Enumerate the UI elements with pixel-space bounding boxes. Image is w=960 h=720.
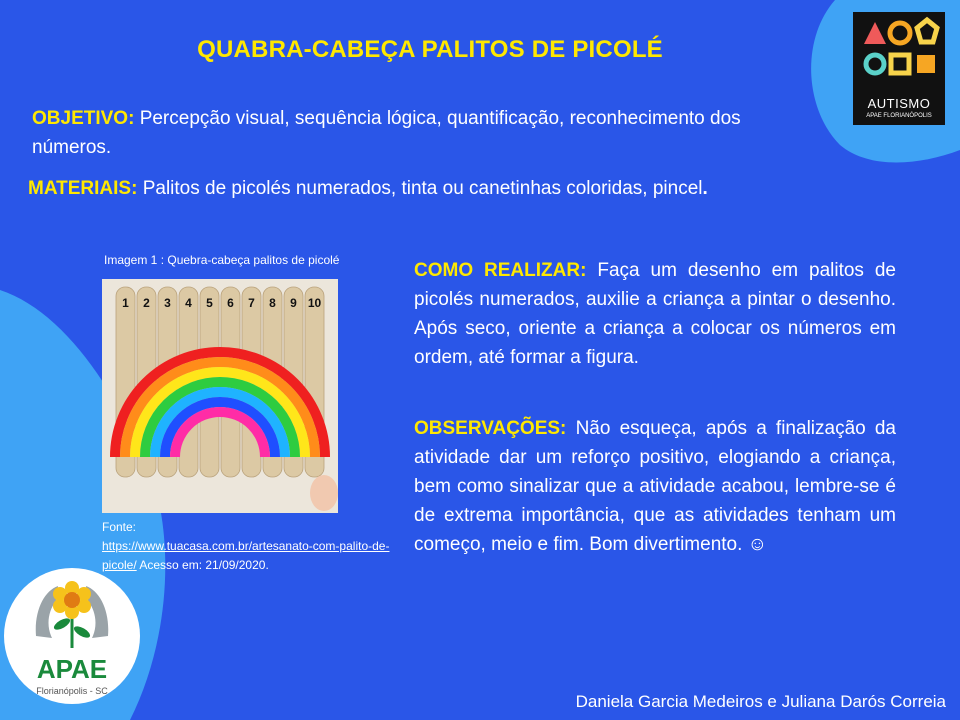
objective-text: Percepção visual, sequência lógica, quantificação, reconhecimento dos números. bbox=[32, 108, 741, 158]
stick-number: 1 bbox=[122, 296, 129, 310]
autism-logo bbox=[853, 12, 945, 125]
stick-number: 6 bbox=[227, 296, 234, 310]
rainbow-illustration bbox=[102, 279, 338, 513]
how-to-text: Faça um desenho em palitos de picolés numerados, auxilie a criança a pintar o desenho. Após seco, oriente a criança a colocar os números em ordem, até formar a figura. bbox=[414, 260, 896, 368]
materials-end: . bbox=[702, 178, 708, 199]
objective-paragraph bbox=[32, 104, 812, 162]
smiley-icon: ☺ bbox=[747, 534, 768, 555]
source-label: Fonte: bbox=[102, 520, 137, 534]
observations-label: OBSERVAÇÕES: bbox=[414, 418, 567, 439]
autism-logo-subtext: APAE FLORIANÓPOLIS bbox=[866, 113, 932, 119]
access-date: Acesso em: 21/09/2020. bbox=[136, 558, 269, 572]
image-caption: Imagem 1 : Quebra-cabeça palitos de picolé bbox=[104, 253, 340, 267]
apae-logo bbox=[6, 566, 138, 706]
how-to-paragraph bbox=[414, 256, 896, 372]
materials-label: MATERIAIS: bbox=[28, 178, 138, 199]
how-to-label: COMO REALIZAR: bbox=[414, 260, 587, 281]
stick-number: 2 bbox=[143, 296, 150, 310]
stick-number: 7 bbox=[248, 296, 255, 310]
objective-label: OBJETIVO: bbox=[32, 108, 135, 129]
stick-number: 8 bbox=[269, 296, 276, 310]
rainbow-sticks-image bbox=[102, 279, 338, 513]
apae-logo-text: APAE bbox=[36, 654, 108, 684]
image-source bbox=[102, 518, 412, 575]
sunflower-hands-icon bbox=[6, 566, 138, 656]
source-link[interactable]: https://www.tuacasa.com.br/artesanato-com-palito-de-picole/ bbox=[102, 539, 390, 572]
page-title: QUABRA-CABEÇA PALITOS DE PICOLÉ bbox=[197, 36, 663, 63]
authors-footer: Daniela Garcia Medeiros e Juliana Darós Correia bbox=[575, 692, 946, 711]
apae-logo-city: Florianópolis - SC bbox=[36, 686, 108, 696]
stick-number: 9 bbox=[290, 296, 297, 310]
autism-shapes-icon bbox=[853, 12, 945, 96]
stick-number: 3 bbox=[164, 296, 171, 310]
stick-number: 10 bbox=[307, 296, 322, 310]
autism-logo-text: AUTISMO bbox=[867, 96, 931, 111]
observations-paragraph bbox=[414, 414, 896, 559]
stick-number: 5 bbox=[206, 296, 213, 310]
observations-text: Não esqueça, após a finalização da atividade dar um reforço positivo, elogiando a criança, bem como sinalizar que a atividade acabou, lembre-se é de extrema importância, que as atividades tenham um começo, meio e fim. Bom divertimento. bbox=[414, 418, 897, 555]
materials-paragraph bbox=[28, 174, 828, 203]
materials-text: Palitos de picolés numerados, tinta ou canetinhas coloridas, pincel bbox=[142, 178, 703, 199]
stick-number: 4 bbox=[185, 296, 192, 310]
